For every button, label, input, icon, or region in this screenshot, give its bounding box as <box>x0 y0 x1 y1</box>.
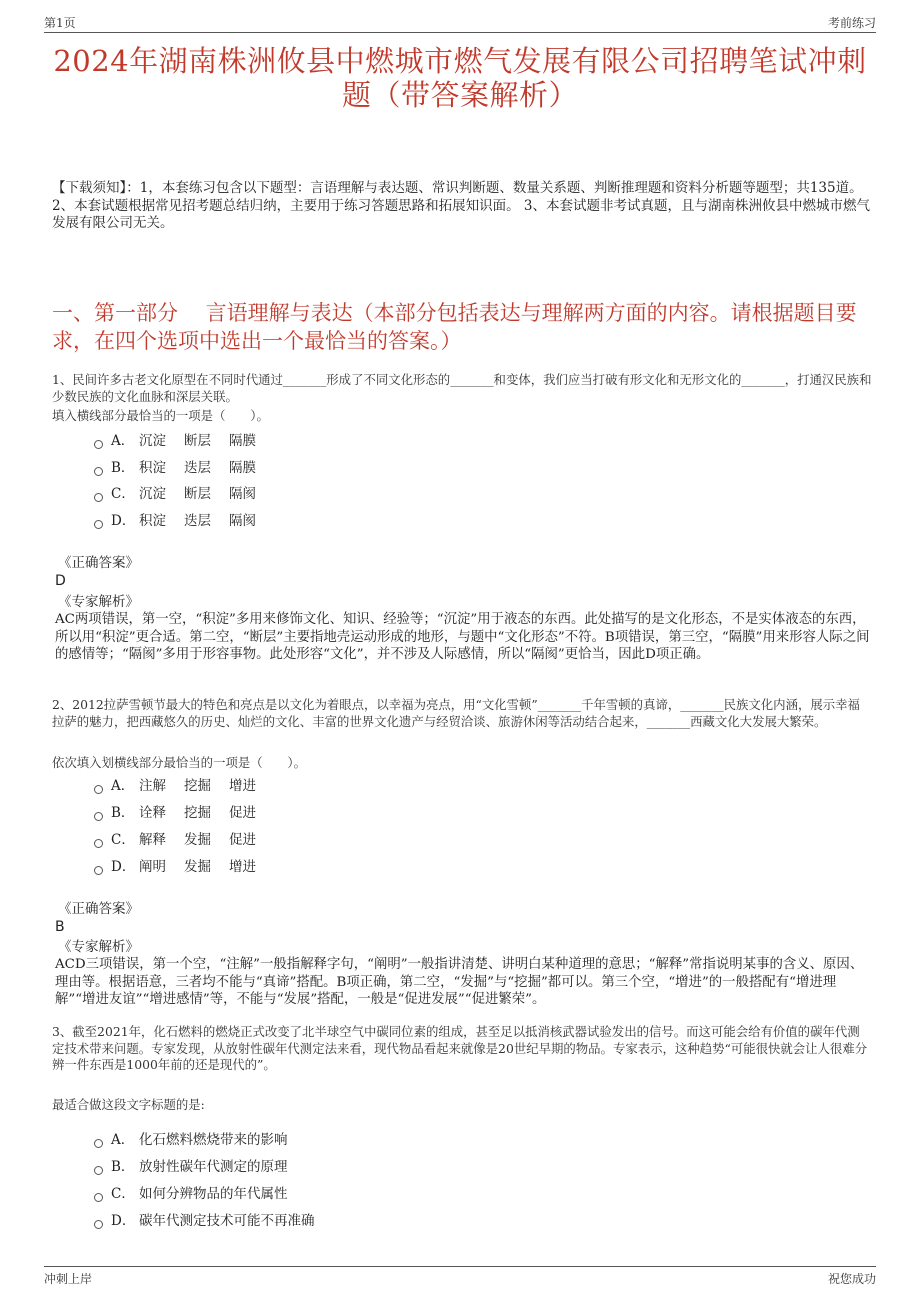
expert-analysis: ACD三项错误，第一个空，“注解”一般指解释字句，“阐明”一般指讲清楚、讲明白某种道理的意思；“解释”常指说明某事的含义、原因、理由等。根据语意，三者均不能与“真谛”搭配。B项正确，第二空，“发掘”与“挖掘”都可以。第三个空，“增进”的一般搭配有“增进理解”“增进友谊”“增进感情”等，不能与“发展”搭配，一般是“促进发展”“促进繁荣”。 <box>55 957 864 1007</box>
option-word: 挖掘 <box>184 778 211 794</box>
option-word: 积淀 <box>139 513 166 529</box>
question-2-option-c[interactable] <box>94 831 274 849</box>
option-text: 化石燃料燃烧带来的影响 <box>139 1132 288 1148</box>
option-word: 增进 <box>229 859 256 875</box>
radio-icon[interactable] <box>94 812 103 821</box>
page-number: 第1页 <box>44 16 76 30</box>
option-letter: B． <box>111 460 135 476</box>
question-3-prompt: 最适合做这段文字标题的是: <box>52 1097 205 1112</box>
option-word: 注解 <box>139 778 166 794</box>
question-2-stem: 2、2012拉萨雪顿节最大的特色和亮点是以文化为着眼点，以幸福为亮点，用“文化雪顿”_______千年雪顿的真谛，_______民族文化内涵，展示幸福拉萨的魅力，把西藏悠久的历史、灿烂的文化、丰富的世界文化遗产与经贸洽谈、旅游休闲等活动结合起来，_______西藏文化大发展大繁荣。 <box>52 697 860 729</box>
download-notice: 【下载须知】：1，本套练习包含以下题型：言语理解与表达题、常识判断题、数量关系题、判断推理题和资料分析题等题型；共135道。 2、本套试题根据常见招考题总结归纳，主要用于练习答题思路和拓展知识面。 3、本套试题非考试真题，且与湖南株洲攸县中燃城市燃气发展有限公司无关。 <box>52 180 870 231</box>
header-label: 考前练习 <box>827 16 876 30</box>
option-letter: B． <box>111 1159 135 1175</box>
footer-right: 祝您成功 <box>827 1272 876 1286</box>
question-1-stem: 1、民间许多古老文化原型在不同时代通过_______形成了不同文化形态的_______和变体，我们应当打破有形文化和无形文化的_______，打通汉民族和少数民族的文化血脉和深层关联。 <box>52 372 872 404</box>
document-title: 2024年湖南株洲攸县中燃城市燃气发展有限公司招聘笔试冲刺题（带答案解析） <box>53 44 867 112</box>
question-3-option-b[interactable] <box>94 1158 288 1176</box>
option-word: 增进 <box>229 778 256 794</box>
option-letter: B． <box>111 805 135 821</box>
analysis-label: 《专家解析》 <box>58 594 139 610</box>
footer-left: 冲刺上岸 <box>44 1272 93 1286</box>
question-2-option-a[interactable] <box>94 777 274 795</box>
answer-label: 《正确答案》 <box>58 555 139 571</box>
correct-answer: D <box>55 573 66 589</box>
option-word: 发掘 <box>184 859 211 875</box>
radio-icon[interactable] <box>94 1220 103 1229</box>
radio-icon[interactable] <box>94 1166 103 1175</box>
radio-icon[interactable] <box>94 866 103 875</box>
option-word: 断层 <box>184 486 211 502</box>
header-divider <box>44 32 876 33</box>
option-word: 挖掘 <box>184 805 211 821</box>
footer-divider <box>44 1266 876 1267</box>
radio-icon[interactable] <box>94 467 103 476</box>
option-word: 促进 <box>229 805 256 821</box>
option-word: 迭层 <box>184 460 211 476</box>
answer-label: 《正确答案》 <box>58 901 139 917</box>
option-letter: A． <box>111 778 135 794</box>
question-3-option-c[interactable] <box>94 1185 288 1203</box>
option-text: 碳年代测定技术可能不再准确 <box>139 1213 315 1229</box>
question-3-option-d[interactable] <box>94 1212 315 1230</box>
radio-icon[interactable] <box>94 1139 103 1148</box>
question-3-stem: 3、截至2021年，化石燃料的燃烧正式改变了北半球空气中碳同位素的组成，甚至足以抵消核武器试验发出的信号。而这可能会给有价值的碳年代测定技术带来问题。专家发现，从放射性碳年代测定法来看，现代物品看起来就像是20世纪早期的物品。专家表示，这种趋势“可能很快就会让人很难分辨一件东西是1000年前的还是现代的”。 <box>52 1024 868 1072</box>
option-word: 发掘 <box>184 832 211 848</box>
option-letter: C． <box>111 832 135 848</box>
option-letter: D． <box>111 1213 136 1229</box>
radio-icon[interactable] <box>94 520 103 529</box>
option-letter: C． <box>111 486 135 502</box>
option-word: 断层 <box>184 433 211 449</box>
option-word: 沉淀 <box>139 486 166 502</box>
question-2-option-d[interactable] <box>94 858 274 876</box>
question-1-option-a[interactable] <box>94 432 274 450</box>
option-word: 积淀 <box>139 460 166 476</box>
option-word: 解释 <box>139 832 166 848</box>
question-1-option-d[interactable] <box>94 512 274 530</box>
analysis-label: 《专家解析》 <box>58 939 139 955</box>
option-word: 促进 <box>229 832 256 848</box>
question-1-option-b[interactable] <box>94 459 274 477</box>
option-word: 诠释 <box>139 805 166 821</box>
option-word: 沉淀 <box>139 433 166 449</box>
option-letter: D． <box>111 513 136 529</box>
radio-icon[interactable] <box>94 839 103 848</box>
option-letter: A． <box>111 1132 135 1148</box>
option-text: 如何分辨物品的年代属性 <box>139 1186 288 1202</box>
option-letter: A． <box>111 433 135 449</box>
option-word: 隔阂 <box>229 486 256 502</box>
option-word: 阐明 <box>139 859 166 875</box>
question-2-option-b[interactable] <box>94 804 274 822</box>
question-2-prompt: 依次填入划横线部分最恰当的一项是（ ）。 <box>52 755 307 770</box>
option-letter: C． <box>111 1186 135 1202</box>
option-word: 隔膜 <box>229 460 256 476</box>
section-heading: 一、第一部分 言语理解与表达（本部分包括表达与理解两方面的内容。请根据题目要求，在四个选项中选出一个最恰当的答案。） <box>52 301 857 353</box>
radio-icon[interactable] <box>94 785 103 794</box>
radio-icon[interactable] <box>94 493 103 502</box>
radio-icon[interactable] <box>94 1193 103 1202</box>
question-1-option-c[interactable] <box>94 485 274 503</box>
radio-icon[interactable] <box>94 440 103 449</box>
question-3-option-a[interactable] <box>94 1131 288 1149</box>
correct-answer: B <box>55 919 65 935</box>
option-word: 隔膜 <box>229 433 256 449</box>
question-1-prompt: 填入横线部分最恰当的一项是（ ）。 <box>52 408 269 423</box>
option-letter: D． <box>111 859 136 875</box>
option-word: 迭层 <box>184 513 211 529</box>
option-text: 放射性碳年代测定的原理 <box>139 1159 288 1175</box>
option-word: 隔阂 <box>229 513 256 529</box>
expert-analysis: AC两项错误，第一空，“积淀”多用来修饰文化、知识、经验等；“沉淀”用于液态的东西。此处描写的是文化形态，不是实体液态的东西，所以用“积淀”更合适。第二空，“断层”主要指地壳运动形成的地形，与题中“文化形态”不符。B项错误，第三空，“隔膜”用来形容人际之间的感情等；“隔阂”多用于形容事物。此处形容“文化”，并不涉及人际感情，所以“隔阂”更恰当，因此D项正确。 <box>55 612 870 662</box>
